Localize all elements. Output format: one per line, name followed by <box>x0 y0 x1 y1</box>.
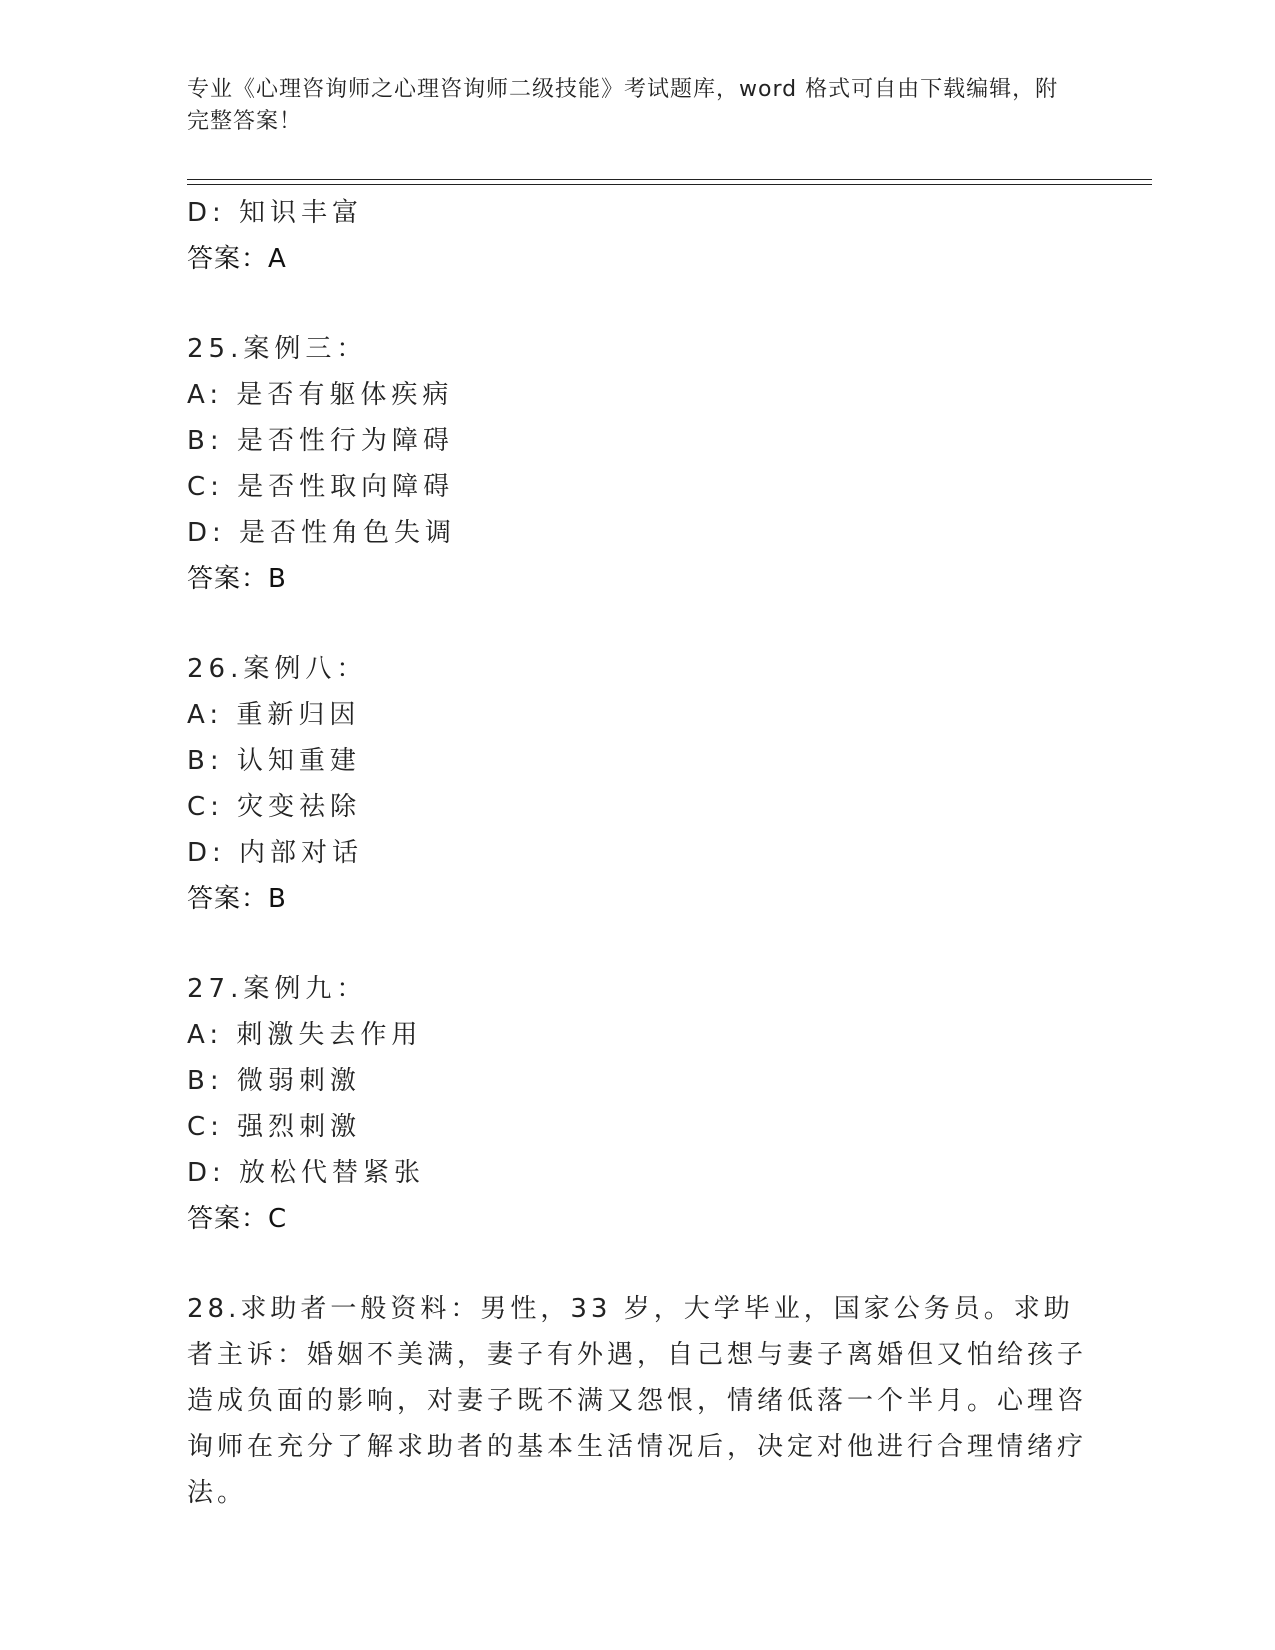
question-25 <box>187 326 1087 602</box>
header-divider-bottom <box>187 184 1152 185</box>
option-d: D: 是否性角色失调 <box>187 518 457 548</box>
question-stem: 25.案例三： <box>187 334 368 364</box>
question-stem: 26.案例八： <box>187 654 368 684</box>
question-28-paragraph: 28.求助者一般资料：男性，33 岁，大学毕业，国家公务员。求助者主诉：婚姻不美满，妻子有外遇，自己想与妻子离婚但又怕给孩子造成负面的影响，对妻子既不满又怨恨，情绪低落一个半月。心理咨询师在充分了解求助者的基本生活情况后，决定对他进行合理情绪疗法。 <box>187 1294 1088 1508</box>
option-c: C: 是否性取向障碍 <box>187 472 455 502</box>
question-27 <box>187 966 1087 1242</box>
question-26 <box>187 646 1087 922</box>
answer-line: 答案：B <box>187 564 287 594</box>
option-a: A: 刺激失去作用 <box>187 1020 423 1050</box>
option-d: D: 知识丰富 <box>187 198 364 228</box>
answer-line: 答案：C <box>187 1204 288 1234</box>
question-stem: 27.案例九： <box>187 974 368 1004</box>
document-header: 专业《心理咨询师之心理咨询师二级技能》考试题库，word 格式可自由下载编辑，附完整答案！ <box>187 77 1059 134</box>
option-b: B: 是否性行为障碍 <box>187 426 454 456</box>
question-carryover <box>187 190 1087 282</box>
option-b: B: 微弱刺激 <box>187 1066 361 1096</box>
option-d: D: 放松代替紧张 <box>187 1158 426 1188</box>
option-b: B: 认知重建 <box>187 746 361 776</box>
option-a: A: 重新归因 <box>187 700 361 730</box>
document-body <box>187 190 1087 1516</box>
answer-line: 答案：B <box>187 884 287 914</box>
option-d: D: 内部对话 <box>187 838 364 868</box>
answer-line: 答案：A <box>187 244 287 274</box>
option-c: C: 灾变祛除 <box>187 792 362 822</box>
header-divider-top <box>187 179 1152 180</box>
option-a: A: 是否有躯体疾病 <box>187 380 454 410</box>
option-c: C: 强烈刺激 <box>187 1112 362 1142</box>
